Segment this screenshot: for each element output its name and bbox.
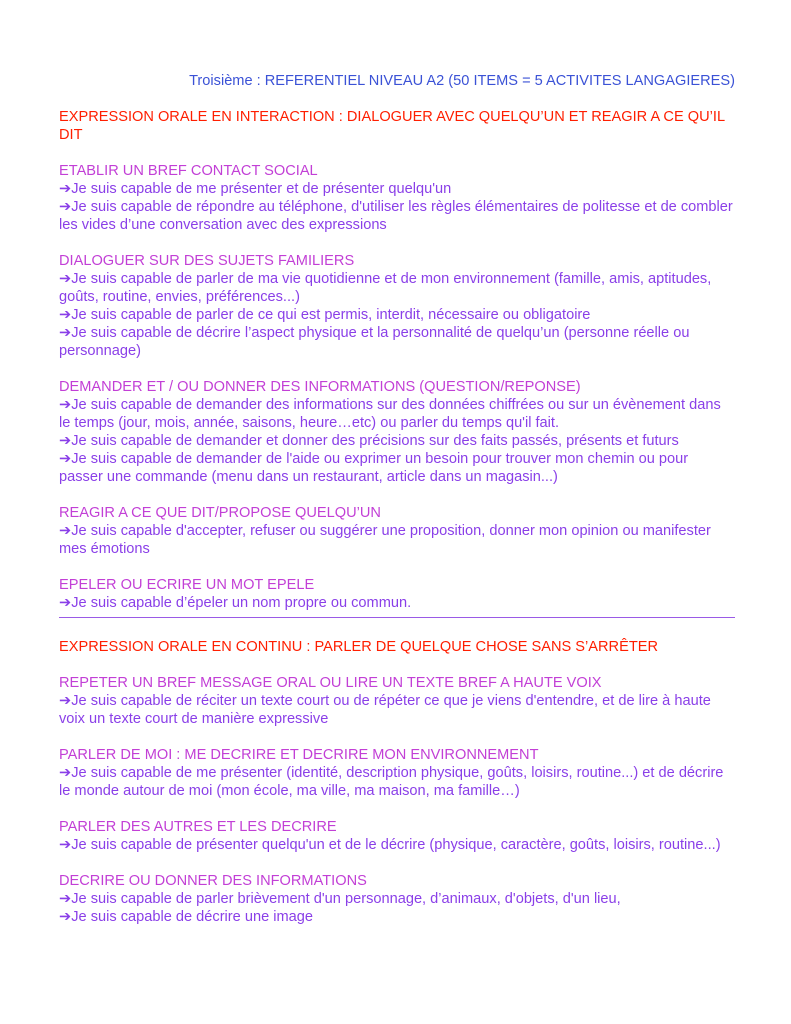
section-contact-social	[59, 162, 735, 234]
arrow-right-icon: ➔	[59, 307, 72, 323]
arrow-right-icon: ➔	[59, 433, 72, 449]
item-text: Je suis capable de parler de ce qui est permis, interdit, nécessaire ou obligatoire	[71, 307, 591, 323]
list-item	[59, 764, 735, 800]
item-text: Je suis capable d'accepter, refuser ou suggérer une proposition, donner mon opinion ou manifester mes émotions	[59, 523, 711, 557]
part-heading: EXPRESSION ORALE EN CONTINU : PARLER DE QUELQUE CHOSE SANS S’ARRÊTER	[59, 639, 659, 655]
section-heading: REAGIR A CE QUE DIT/PROPOSE QUELQU’UN	[59, 505, 381, 521]
section-epeler	[59, 576, 735, 612]
list-item	[59, 890, 735, 908]
arrow-right-icon: ➔	[59, 765, 72, 781]
item-text: Je suis capable de répondre au téléphone, d'utiliser les règles élémentaires de politesse et de combler les vides d’une conversation avec des expressions	[59, 199, 733, 233]
arrow-right-icon: ➔	[59, 891, 72, 907]
arrow-right-icon: ➔	[59, 595, 72, 611]
item-text: Je suis capable de me présenter (identité, description physique, goûts, loisirs, routine...) et de décrire le monde autour de moi (mon école, ma ville, ma maison, ma famille…)	[59, 765, 724, 799]
part-heading: EXPRESSION ORALE EN INTERACTION : DIALOGUER AVEC QUELQU’UN ET REAGIR A CE QU’IL DIT	[59, 109, 725, 143]
section-sujets-familiers	[59, 252, 735, 360]
section-divider	[59, 617, 735, 618]
section-reagir	[59, 504, 735, 558]
section-parler-de-moi	[59, 746, 735, 800]
list-item	[59, 432, 735, 450]
list-item	[59, 306, 735, 324]
section-heading: PARLER DE MOI : ME DECRIRE ET DECRIRE MON ENVIRONNEMENT	[59, 747, 539, 763]
item-text: Je suis capable de réciter un texte court ou de répéter ce que je viens d'entendre, et de lire à haute voix un texte court de manière expressive	[59, 693, 711, 727]
document-page	[59, 72, 735, 944]
list-item	[59, 594, 735, 612]
section-decrire	[59, 872, 735, 926]
list-item	[59, 396, 735, 432]
arrow-right-icon: ➔	[59, 325, 72, 341]
section-informations	[59, 378, 735, 486]
item-text: Je suis capable de demander et donner des précisions sur des faits passés, présents et futurs	[71, 433, 679, 449]
list-item	[59, 692, 735, 728]
list-item	[59, 198, 735, 234]
list-item	[59, 522, 735, 558]
section-repeter	[59, 674, 735, 728]
item-text: Je suis capable de parler brièvement d'un personnage, d’animaux, d'objets, d'un lieu,	[71, 891, 621, 907]
section-heading: DECRIRE OU DONNER DES INFORMATIONS	[59, 873, 367, 889]
part-continu	[59, 638, 735, 926]
arrow-right-icon: ➔	[59, 693, 72, 709]
list-item	[59, 324, 735, 360]
item-text: Je suis capable de décrire l’aspect physique et la personnalité de quelqu’un (personne réelle ou personnage)	[59, 325, 690, 359]
list-item	[59, 450, 735, 486]
part-interaction	[59, 108, 735, 612]
section-heading: DIALOGUER SUR DES SUJETS FAMILIERS	[59, 253, 355, 269]
arrow-right-icon: ➔	[59, 181, 72, 197]
list-item	[59, 836, 735, 854]
item-text: Je suis capable de décrire une image	[71, 909, 313, 925]
item-text: Je suis capable de demander de l'aide ou exprimer un besoin pour trouver mon chemin ou pour passer une commande (menu dans un restaurant, article dans un magasin...)	[59, 451, 689, 485]
section-parler-des-autres	[59, 818, 735, 854]
document-title: Troisième : REFERENTIEL NIVEAU A2 (50 ITEMS = 5 ACTIVITES LANGAGIERES)	[189, 73, 735, 89]
arrow-right-icon: ➔	[59, 837, 72, 853]
section-heading: EPELER OU ECRIRE UN MOT EPELE	[59, 577, 315, 593]
section-heading: PARLER DES AUTRES ET LES DECRIRE	[59, 819, 337, 835]
item-text: Je suis capable de demander des informations sur des données chiffrées ou sur un évènement dans le temps (jour, mois, année, saisons, heure…etc) ou parler du temps qu'il fait.	[59, 397, 721, 431]
arrow-right-icon: ➔	[59, 523, 72, 539]
section-heading: REPETER UN BREF MESSAGE ORAL OU LIRE UN TEXTE BREF A HAUTE VOIX	[59, 675, 602, 691]
list-item	[59, 908, 735, 926]
item-text: Je suis capable de présenter quelqu'un et de le décrire (physique, caractère, goûts, loisirs, routine...)	[71, 837, 721, 853]
list-item	[59, 180, 735, 198]
arrow-right-icon: ➔	[59, 451, 72, 467]
item-text: Je suis capable de parler de ma vie quotidienne et de mon environnement (famille, amis, aptitudes, goûts, routine, envies, préférences...)	[59, 271, 712, 305]
arrow-right-icon: ➔	[59, 271, 72, 287]
arrow-right-icon: ➔	[59, 909, 72, 925]
item-text: Je suis capable d’épeler un nom propre ou commun.	[71, 595, 412, 611]
arrow-right-icon: ➔	[59, 199, 72, 215]
section-heading: ETABLIR UN BREF CONTACT SOCIAL	[59, 163, 318, 179]
item-text: Je suis capable de me présenter et de présenter quelqu'un	[71, 181, 452, 197]
list-item	[59, 270, 735, 306]
section-heading: DEMANDER ET / OU DONNER DES INFORMATIONS (QUESTION/REPONSE)	[59, 379, 581, 395]
arrow-right-icon: ➔	[59, 397, 72, 413]
